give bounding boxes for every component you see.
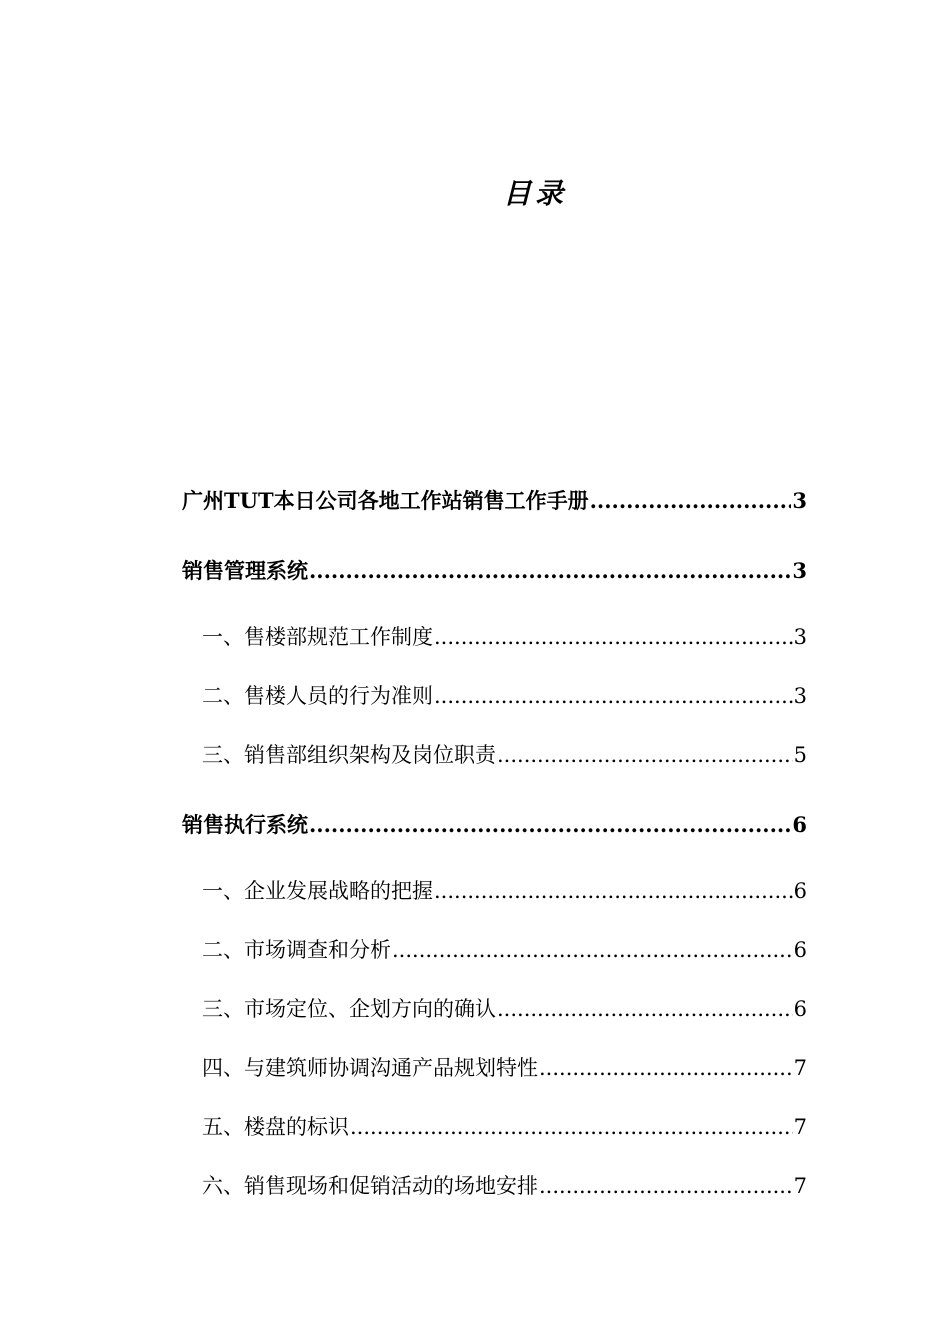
toc-entry-text: 广州TUT本日公司各地工作站销售工作手册 [182, 488, 589, 513]
toc-entry-text: 二、市场调查和分析 [202, 938, 391, 962]
toc-entry-text: 二、售楼人员的行为准则 [202, 684, 433, 708]
toc-dot-leader [590, 486, 792, 516]
toc-entry-text: 销售管理系统 [182, 558, 308, 583]
toc-dot-leader [434, 876, 793, 906]
toc-entry-text: 销售执行系统 [182, 812, 308, 837]
toc-entry[interactable] [182, 935, 807, 965]
toc-entry[interactable] [182, 486, 807, 516]
toc-entry-text: 三、销售部组织架构及岗位职责 [202, 743, 496, 767]
toc-page-number: 6 [793, 997, 807, 1021]
toc-entry-text: 四、与建筑师协调沟通产品规划特性 [202, 1056, 538, 1080]
toc-entry-text: 三、市场定位、企划方向的确认 [202, 997, 496, 1021]
toc-dot-leader [350, 1112, 793, 1142]
toc-entry-text: 一、售楼部规范工作制度 [202, 625, 433, 649]
toc-dot-leader [309, 810, 791, 840]
toc-page-number: 6 [792, 812, 807, 837]
toc-entry[interactable] [182, 1112, 807, 1142]
toc-page-number: 5 [793, 743, 807, 767]
toc-dot-leader [497, 740, 793, 770]
toc-entry-text: 五、楼盘的标识 [202, 1115, 349, 1139]
toc-entry[interactable] [182, 994, 807, 1024]
toc-dot-leader [434, 622, 793, 652]
toc-entry[interactable] [182, 740, 807, 770]
toc-entry-text: 六、销售现场和促销活动的场地安排 [202, 1174, 538, 1198]
toc-dot-leader [539, 1053, 793, 1083]
toc-dot-leader [434, 681, 793, 711]
toc-entry[interactable] [182, 810, 807, 840]
toc-dot-leader [539, 1171, 793, 1201]
toc-entry[interactable] [182, 876, 807, 906]
toc-entry[interactable] [182, 556, 807, 586]
toc-entry[interactable] [182, 1053, 807, 1083]
toc-page-number: 7 [793, 1056, 807, 1080]
toc-page-number: 6 [793, 938, 807, 962]
toc-dot-leader [497, 994, 793, 1024]
toc-entry[interactable] [182, 681, 807, 711]
toc-page-number: 3 [792, 558, 807, 583]
toc-dot-leader [392, 935, 793, 965]
toc-page-number: 7 [793, 1174, 807, 1198]
toc-dot-leader [309, 556, 791, 586]
toc-entry[interactable] [182, 1171, 807, 1201]
toc-entry-text: 一、企业发展战略的把握 [202, 879, 433, 903]
toc-page-number: 6 [793, 879, 807, 903]
toc-page-number: 3 [793, 625, 807, 649]
toc-page-number: 3 [792, 488, 807, 513]
page-title: 目录 [502, 177, 567, 210]
toc-page-number: 7 [793, 1115, 807, 1139]
toc-page-number: 3 [793, 684, 807, 708]
toc-entry[interactable] [182, 622, 807, 652]
